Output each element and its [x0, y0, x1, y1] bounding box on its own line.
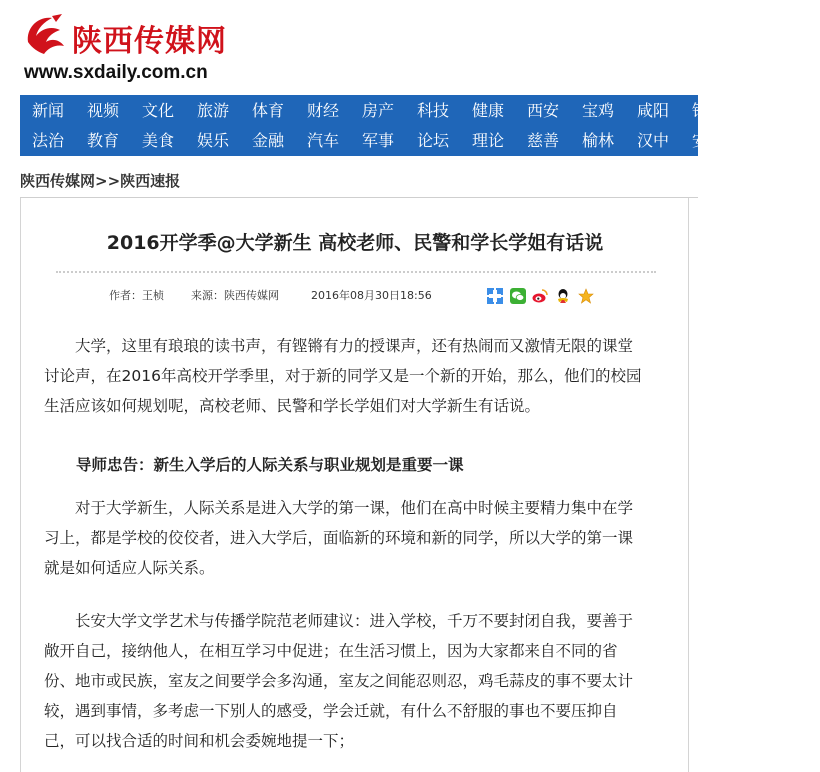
paragraph-line: 生活应该如何规划呢，高校老师、民警和学长学姐们对大学新生有话说。	[44, 397, 541, 415]
paragraph-line: 大学，这里有琅琅的读书声，有铿锵有力的授课声，还有热闹而又激情无限的课堂	[75, 337, 634, 355]
site-logo[interactable]	[22, 12, 282, 86]
article-source: 来源：陕西传媒网	[191, 289, 279, 302]
paragraph-line: 讨论声，在2016年高校开学季里，对于新的同学又是一个新的开始，那么，他们的校园	[44, 367, 642, 385]
paragraph-line: 份、地市或民族，室友之间要学会多沟通，室友之间能忍则忍，鸡毛蒜皮的事不要太计	[44, 672, 634, 690]
nav-item-tongchuan[interactable]: 铜	[692, 101, 709, 120]
article-date: 2016年08月30日18:56	[311, 289, 432, 302]
article-subheading: 导师忠告：新生入学后的人际关系与职业规划是重要一课	[76, 456, 464, 474]
breadcrumb-current-link[interactable]: 陕西速报	[120, 172, 181, 190]
article-title: 2016开学季@大学新生 高校老师、民警和学长学姐有话说	[106, 232, 604, 254]
nav-item-hanzhong[interactable]: 汉中	[637, 131, 670, 150]
article-paragraph-3	[44, 606, 664, 756]
favorite-star-icon[interactable]	[578, 288, 594, 304]
nav-item-sports[interactable]: 体育	[252, 101, 285, 120]
nav-item-culture[interactable]: 文化	[142, 101, 175, 120]
site-url: www.sxdaily.com.cn	[24, 62, 208, 83]
paragraph-line: 对于大学新生，人际关系是进入大学的第一课，他们在高中时候主要精力集中在学	[75, 499, 634, 517]
main-nav	[20, 95, 709, 156]
nav-item-ankang[interactable]: 安	[692, 131, 709, 150]
nav-item-charity[interactable]: 慈善	[527, 131, 560, 150]
nav-item-finance[interactable]: 财经	[307, 101, 340, 120]
breadcrumb-separator: >>	[95, 172, 121, 190]
paragraph-line: 长安大学文学艺术与传播学院范老师建议：进入学校，千万不要封闭自我，要善于	[75, 612, 634, 630]
article-paragraph-2	[44, 493, 664, 583]
nav-item-xianyang[interactable]: 咸阳	[637, 101, 670, 120]
breadcrumb-home-link[interactable]: 陕西传媒网	[20, 172, 96, 190]
article-paragraph-1	[44, 331, 664, 421]
paragraph-line: 较，遇到事情，多考虑一下别人的感受，学会迁就，有什么不舒服的事也不要压抑自	[44, 702, 618, 720]
nav-item-baoji[interactable]: 宝鸡	[582, 101, 615, 120]
nav-item-banking[interactable]: 金融	[252, 131, 285, 150]
nav-item-theory[interactable]: 理论	[472, 131, 505, 150]
nav-item-yulin[interactable]: 榆林	[582, 131, 615, 150]
paragraph-line: 敞开自己，接纳他人，在相互学习中促进；在生活习惯上，因为大家都来自不同的省	[44, 642, 618, 660]
logo-text: 陕西传媒网	[72, 24, 227, 59]
nav-item-forum[interactable]: 论坛	[417, 131, 450, 150]
nav-item-realestate[interactable]: 房产	[362, 101, 395, 120]
article-author: 作者：王桢	[109, 289, 164, 302]
wechat-icon[interactable]	[510, 288, 526, 304]
nav-item-video[interactable]: 视频	[87, 101, 120, 120]
nav-row-1	[20, 96, 820, 126]
nav-item-auto[interactable]: 汽车	[307, 131, 340, 150]
paragraph-line: 就是如何适应人际关系。	[44, 559, 215, 577]
nav-item-education[interactable]: 教育	[87, 131, 120, 150]
nav-row-2	[20, 126, 820, 156]
nav-item-news[interactable]: 新闻	[32, 101, 65, 120]
nav-item-tech[interactable]: 科技	[417, 101, 450, 120]
logo-mark-icon	[22, 12, 68, 58]
nav-item-health[interactable]: 健康	[472, 101, 505, 120]
nav-item-travel[interactable]: 旅游	[197, 101, 230, 120]
nav-item-military[interactable]: 军事	[362, 131, 395, 150]
qq-icon[interactable]	[555, 288, 571, 304]
title-divider	[56, 271, 656, 273]
weibo-icon[interactable]	[532, 288, 548, 304]
nav-item-law[interactable]: 法治	[32, 131, 65, 150]
breadcrumb	[20, 170, 180, 191]
nav-item-food[interactable]: 美食	[142, 131, 175, 150]
paragraph-line: 己，可以找合适的时间和机会委婉地提一下；	[44, 732, 355, 750]
paragraph-line: 习上，都是学校的佼佼者，进入大学后，面临新的环境和新的同学，所以大学的第一课	[44, 529, 634, 547]
nav-item-entertainment[interactable]: 娱乐	[197, 131, 230, 150]
plus-share-icon[interactable]	[487, 288, 503, 304]
nav-item-xian[interactable]: 西安	[527, 101, 560, 120]
